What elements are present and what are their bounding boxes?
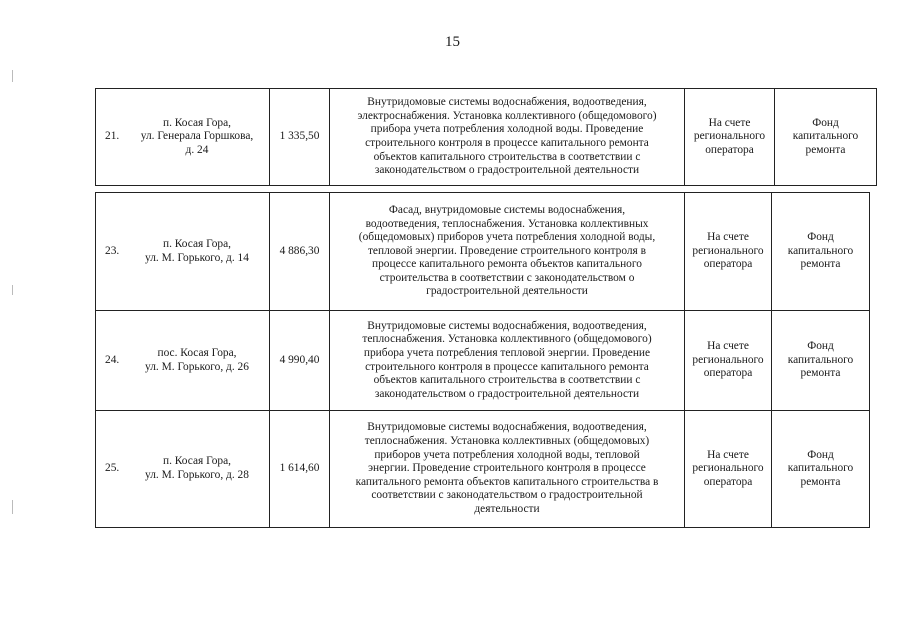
source-line: ремонта [800, 258, 841, 271]
method-line: На счете [707, 448, 749, 461]
works-line: строительства в соответствии с законодательством о [379, 271, 635, 284]
source-line: ремонта [805, 143, 846, 156]
address-line: пос. Косая Гора, [157, 346, 237, 359]
works-line: строительного контроля в процессе капитального ремонта [365, 360, 649, 373]
works-line: водоотведения, теплоснабжения. Установка коллективных [365, 217, 649, 230]
source-line: ремонта [800, 475, 841, 488]
method-cell [685, 193, 772, 311]
address [127, 455, 267, 482]
works-line: объектов капитального строительства в соответствии с [373, 374, 641, 387]
address-line: д. 24 [185, 143, 209, 156]
row-number: 21. [105, 130, 120, 143]
method-line: оператора [705, 143, 754, 156]
funding-source-cell [772, 193, 870, 311]
source-line: капитального [787, 462, 854, 475]
works-line: Внутридомовые системы водоснабжения, водоотведения, [367, 96, 647, 109]
method-line: оператора [703, 258, 753, 271]
address-cell [96, 193, 270, 311]
works-line: прибора учета потребления тепловой энергии. Проведение [363, 346, 651, 359]
works-line: тепловой энергии. Проведение строительного контроля в [367, 244, 647, 257]
source-line: Фонд [807, 340, 834, 353]
works-line: Внутридомовые системы водоснабжения, водоотведения, [367, 319, 647, 332]
table-row [96, 311, 870, 411]
funding-source-cell [772, 311, 870, 411]
works-cell [330, 311, 685, 411]
address-cell [96, 89, 270, 186]
area-cell: 4 886,30 [270, 193, 330, 311]
works-line: электроснабжения. Установка коллективного (общедомового) [357, 109, 657, 122]
area-cell: 1 614,60 [270, 411, 330, 528]
area-cell: 1 335,50 [270, 89, 330, 186]
scan-mark [12, 70, 13, 82]
table-row [96, 89, 877, 186]
method-line: На счете [708, 116, 751, 129]
scan-mark [12, 500, 13, 514]
works-line: (общедомовых) приборов учета потребления холодной воды, [358, 231, 656, 244]
method-line: регионального [692, 353, 764, 366]
row-number: 25. [105, 462, 120, 475]
method-line: На счете [707, 340, 749, 353]
address-line: ул. М. Горького, д. 26 [145, 360, 249, 373]
works-line: приборов учета потребления холодной воды, тепловой [374, 448, 640, 461]
works-line: соответствии с законодательством о градостроительной [371, 489, 643, 502]
method-line: регионального [692, 244, 764, 257]
works-line: деятельности [474, 502, 540, 515]
table-block-2 [95, 192, 870, 528]
works-line: законодательством о градостроительной деятельности [374, 387, 640, 400]
funding-source-cell [772, 411, 870, 528]
address-cell [96, 411, 270, 528]
works-line: капитального ремонта объектов капитального строительства в [355, 475, 659, 488]
works-line: Фасад, внутридомовые системы водоснабжения, [388, 203, 626, 216]
method-line: оператора [703, 475, 753, 488]
method-line: оператора [703, 367, 753, 380]
table-row [96, 193, 870, 311]
works-cell [330, 411, 685, 528]
works-line: процессе капитального ремонта объектов капитального [372, 258, 642, 271]
works-line: градостроительной деятельности [426, 285, 588, 298]
source-line: Фонд [807, 448, 834, 461]
table-block-1 [95, 88, 877, 186]
area-cell: 4 990,40 [270, 311, 330, 411]
method-line: регионального [693, 130, 766, 143]
source-line: Фонд [812, 116, 839, 129]
row-number: 24. [105, 353, 120, 366]
address-line: ул. М. Горького, д. 28 [145, 469, 249, 481]
funding-source-cell [775, 89, 877, 186]
works-line: теплоснабжения. Установка коллективных (общедомовых) [364, 435, 650, 448]
method-line: регионального [692, 462, 764, 475]
works-line: законодательством о градостроительной деятельности [374, 164, 640, 177]
source-line: капитального [792, 130, 859, 143]
works-cell [330, 89, 685, 186]
address-line: п. Косая Гора, [162, 116, 231, 129]
method-line: На счете [707, 231, 749, 244]
address [127, 347, 267, 374]
source-line: ремонта [800, 367, 841, 380]
row-number: 23. [105, 244, 120, 257]
works-line: прибора учета потребления холодной воды. Проведение [370, 123, 644, 136]
address-line: ул. Генерала Горшкова, [140, 130, 254, 143]
page-number: 15 [445, 34, 460, 50]
address [127, 117, 267, 158]
works-line: объектов капитального строительства в соответствии с [373, 150, 641, 163]
address-cell [96, 311, 270, 411]
source-line: капитального [787, 353, 854, 366]
works-line: теплоснабжения. Установка коллективного (общедомового) [362, 333, 652, 346]
works-line: энергии. Проведение строительного контроля в процессе [368, 462, 646, 475]
works-line: Внутридомовые системы водоснабжения, водоотведения, [367, 421, 647, 434]
method-cell [685, 311, 772, 411]
method-cell [685, 411, 772, 528]
method-cell [685, 89, 775, 186]
source-line: Фонд [807, 231, 834, 244]
scan-mark [12, 285, 13, 295]
table-row [96, 411, 870, 528]
address-line: ул. М. Горького, д. 14 [145, 251, 249, 264]
works-cell [330, 193, 685, 311]
address-line: п. Косая Гора, [162, 455, 231, 468]
source-line: капитального [787, 244, 854, 257]
works-line: строительного контроля в процессе капитального ремонта [365, 137, 649, 149]
address-line: п. Косая Гора, [162, 237, 231, 250]
address [127, 238, 267, 265]
